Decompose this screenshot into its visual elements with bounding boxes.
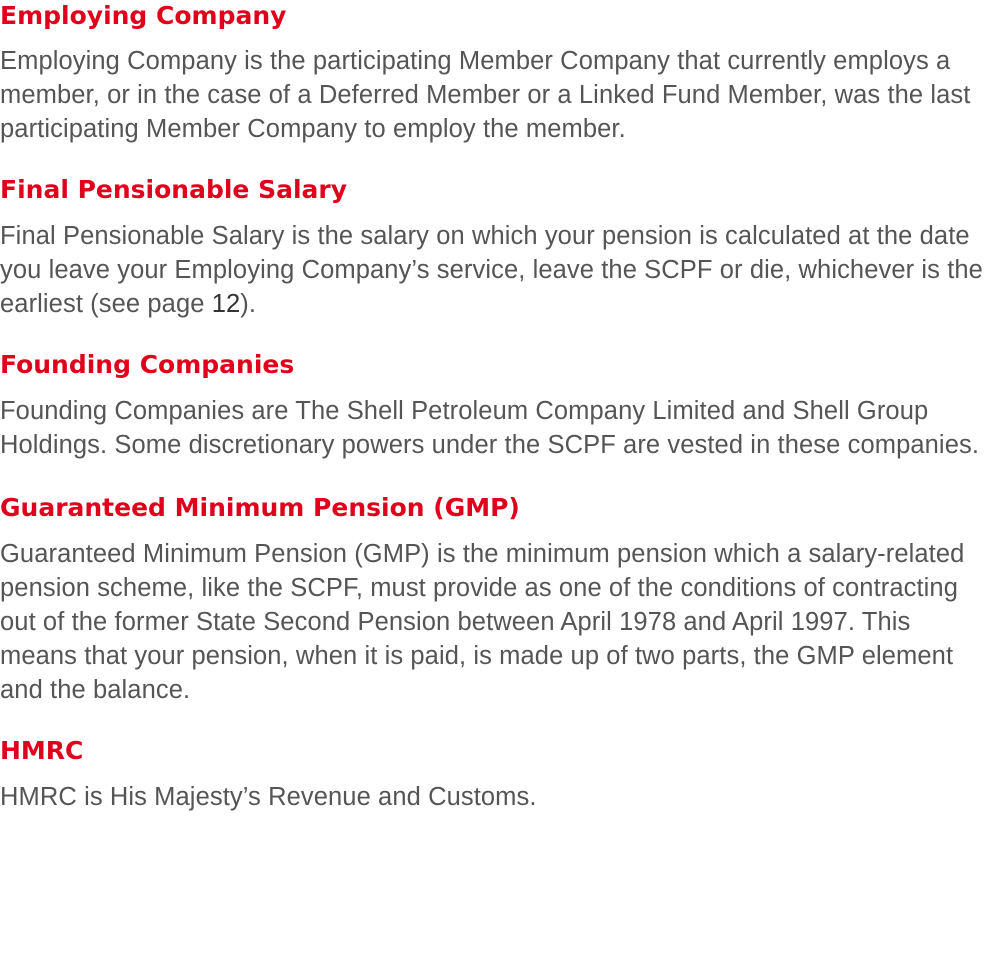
definition-line: participating Member Company to employ the member.: [0, 115, 626, 143]
definition-text: [0, 219, 983, 321]
glossary-entry-hmrc: [0, 736, 537, 814]
definition-line: and the balance.: [0, 676, 191, 704]
definition-line: Guaranteed Minimum Pension (GMP) is the minimum pension which a salary-related: [0, 540, 965, 568]
definition-line: Founding Companies are The Shell Petroleum Company Limited and Shell Group: [0, 397, 929, 425]
term-heading: Founding Companies: [0, 350, 295, 379]
term-heading: Employing Company: [0, 1, 287, 30]
definition-line: pension scheme, like the SCPF, must provide as one of the conditions of contracting: [0, 574, 958, 602]
definition-line-prefix: earliest (see page: [0, 290, 212, 318]
definition-text: [0, 780, 537, 814]
definition-line: member, or in the case of a Deferred Member or a Linked Fund Member, was the last: [0, 81, 971, 109]
definition-line: [0, 287, 983, 321]
definition-line: Final Pensionable Salary is the salary on which your pension is calculated at the date: [0, 222, 970, 250]
term-heading: Guaranteed Minimum Pension (GMP): [0, 493, 520, 522]
glossary-entry-guaranteed-minimum-pension: [0, 493, 964, 707]
definition-line: Employing Company is the participating Member Company that currently employs a: [0, 47, 951, 75]
term-heading: Final Pensionable Salary: [0, 175, 348, 204]
glossary-entry-founding-companies: [0, 350, 979, 462]
definition-line: you leave your Employing Company’s service, leave the SCPF or die, whichever is the: [0, 256, 983, 284]
definition-text: [0, 44, 970, 146]
definition-line-suffix: ).: [240, 290, 257, 318]
page-reference-link[interactable]: 12: [211, 290, 241, 318]
definition-line: means that your pension, when it is paid, is made up of two parts, the GMP element: [0, 642, 954, 670]
glossary-entry-employing-company: [0, 1, 970, 146]
definition-text: [0, 537, 964, 707]
definition-text: [0, 394, 979, 462]
definition-line: Holdings. Some discretionary powers under the SCPF are vested in these companies.: [0, 431, 980, 459]
term-heading: HMRC: [0, 736, 84, 765]
definition-line: out of the former State Second Pension between April 1978 and April 1997. This: [0, 608, 911, 636]
glossary-entry-final-pensionable-salary: [0, 175, 983, 321]
definition-line: HMRC is His Majesty’s Revenue and Customs.: [0, 783, 537, 811]
